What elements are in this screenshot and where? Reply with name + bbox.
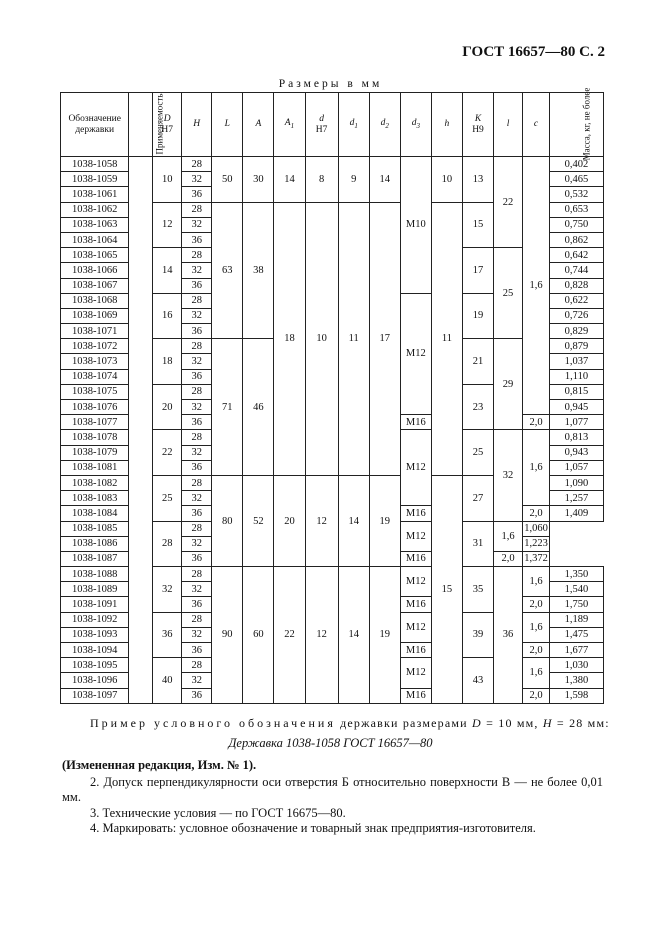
header-d: d H7 bbox=[305, 93, 338, 157]
table-row: 1038-1065 14 28 17 25 0,642 bbox=[61, 248, 604, 263]
table-row: 1038-1075 20 28 23 0,815 bbox=[61, 384, 604, 399]
table-row: 1038-1082 25 28 80 52 20 12 14 19 15 27 1,090 bbox=[61, 475, 604, 490]
example-label: Пример условного обозначения bbox=[90, 716, 336, 730]
header-D: D H7 bbox=[153, 93, 182, 157]
header-L: L bbox=[212, 93, 243, 157]
table-row: 1038-1096 32 1,380 bbox=[61, 673, 604, 688]
table-row: 1038-1061 36 0,532 bbox=[61, 187, 604, 202]
table-row: 1038-1083 32 1,257 bbox=[61, 491, 604, 506]
sizes-caption: Размеры в мм bbox=[278, 78, 383, 90]
table-row: 1038-1095 40 28 M12 43 1,6 1,030 bbox=[61, 658, 604, 673]
page-header-code: ГОСТ 16657—80 С. 2 bbox=[462, 44, 605, 60]
table-row: 1038-1073 32 1,037 bbox=[61, 354, 604, 369]
table-row: 1038-1063 32 0,750 bbox=[61, 217, 604, 232]
header-designation: Обозначение державки bbox=[61, 93, 129, 157]
header-mass: Масса, кг, не более bbox=[549, 93, 603, 157]
table-row: 1038-1085 28 28 M12 31 1,6 1,060 bbox=[61, 521, 604, 536]
table-row: 1038-1091 36 M16 2,0 1,750 bbox=[61, 597, 604, 612]
table-row: 1038-1092 36 28 M12 39 1,6 1,189 bbox=[61, 612, 604, 627]
table-row: 1038-1062 12 28 63 38 18 10 11 17 11 15 0,653 bbox=[61, 202, 604, 217]
revision-note: (Измененная редакция, Изм. № 1). bbox=[62, 758, 257, 772]
table-row: 1038-1058 10 28 50 30 14 8 9 14 M10 10 13 22 1,6 0,402 bbox=[61, 157, 604, 172]
application-cell bbox=[129, 157, 153, 704]
table-row: 1038-1081 36 1,057 bbox=[61, 460, 604, 475]
header-d1: $d_1$ bbox=[338, 93, 369, 157]
table-row: 1038-1072 18 28 71 46 21 29 0,879 bbox=[61, 339, 604, 354]
header-h: h bbox=[431, 93, 462, 157]
table-row: 1038-1078 22 28 M12 25 32 1,6 0,813 bbox=[61, 430, 604, 445]
table-row: 1038-1074 36 1,110 bbox=[61, 369, 604, 384]
table-row: 1038-1086 32 1,223 bbox=[61, 536, 604, 551]
table-row: 1038-1094 36 M16 2,0 1,677 bbox=[61, 643, 604, 658]
example-code: Державка 1038-1058 ГОСТ 16657—80 bbox=[228, 736, 433, 750]
header-A: A bbox=[243, 93, 274, 157]
table-row: 1038-1097 36 M16 2,0 1,598 bbox=[61, 688, 604, 703]
table-row: 1038-1064 36 0,862 bbox=[61, 232, 604, 247]
dimensions-table bbox=[60, 87, 604, 704]
table-row: 1038-1076 32 0,945 bbox=[61, 400, 604, 415]
example-designation-line: Пример условного обозначения державки размерами D = 10 мм, H = 28 мм: bbox=[90, 716, 610, 730]
table-row: 1038-1059 32 0,465 bbox=[61, 172, 604, 187]
table-row: 1038-1084 36 M16 2,0 1,409 bbox=[61, 506, 604, 521]
header-H: H bbox=[182, 93, 212, 157]
table-row: 1038-1071 36 0,829 bbox=[61, 324, 604, 339]
header-application: Применяемость bbox=[129, 93, 153, 157]
header-c: c bbox=[523, 93, 550, 157]
table-row: 1038-1089 32 1,540 bbox=[61, 582, 604, 597]
table-header-row bbox=[61, 93, 604, 157]
table-row: 1038-1068 16 28 M12 19 0,622 bbox=[61, 293, 604, 308]
table-row: 1038-1087 36 M16 2,0 1,372 bbox=[61, 551, 604, 566]
header-A1: $A_1$ bbox=[274, 93, 305, 157]
table-row: 1038-1088 32 28 90 60 22 12 14 19 M12 35 36 1,6 1,350 bbox=[61, 567, 604, 582]
table-row: 1038-1093 32 1,475 bbox=[61, 627, 604, 642]
table-row: 1038-1077 36 M16 2,0 1,077 bbox=[61, 415, 604, 430]
header-K: K H9 bbox=[462, 93, 493, 157]
table-row: 1038-1079 32 0,943 bbox=[61, 445, 604, 460]
table-row: 1038-1069 32 0,726 bbox=[61, 308, 604, 323]
note-marking: 4. Маркировать: условное обозначение и товарный знак предприятия-изготовителя. bbox=[90, 821, 536, 835]
note-perpendicularity: 2. Допуск перпендикулярности оси отверстия Б относительно поверхности В — не более 0,01 мм. bbox=[62, 775, 603, 804]
header-l: l bbox=[494, 93, 523, 157]
header-d2: $d_2$ bbox=[369, 93, 400, 157]
header-d3: $d_3$ bbox=[400, 93, 431, 157]
note-technical-conditions: 3. Технические условия — по ГОСТ 16675—80. bbox=[90, 806, 346, 820]
table-row: 1038-1067 36 0,828 bbox=[61, 278, 604, 293]
table-row: 1038-1066 32 0,744 bbox=[61, 263, 604, 278]
